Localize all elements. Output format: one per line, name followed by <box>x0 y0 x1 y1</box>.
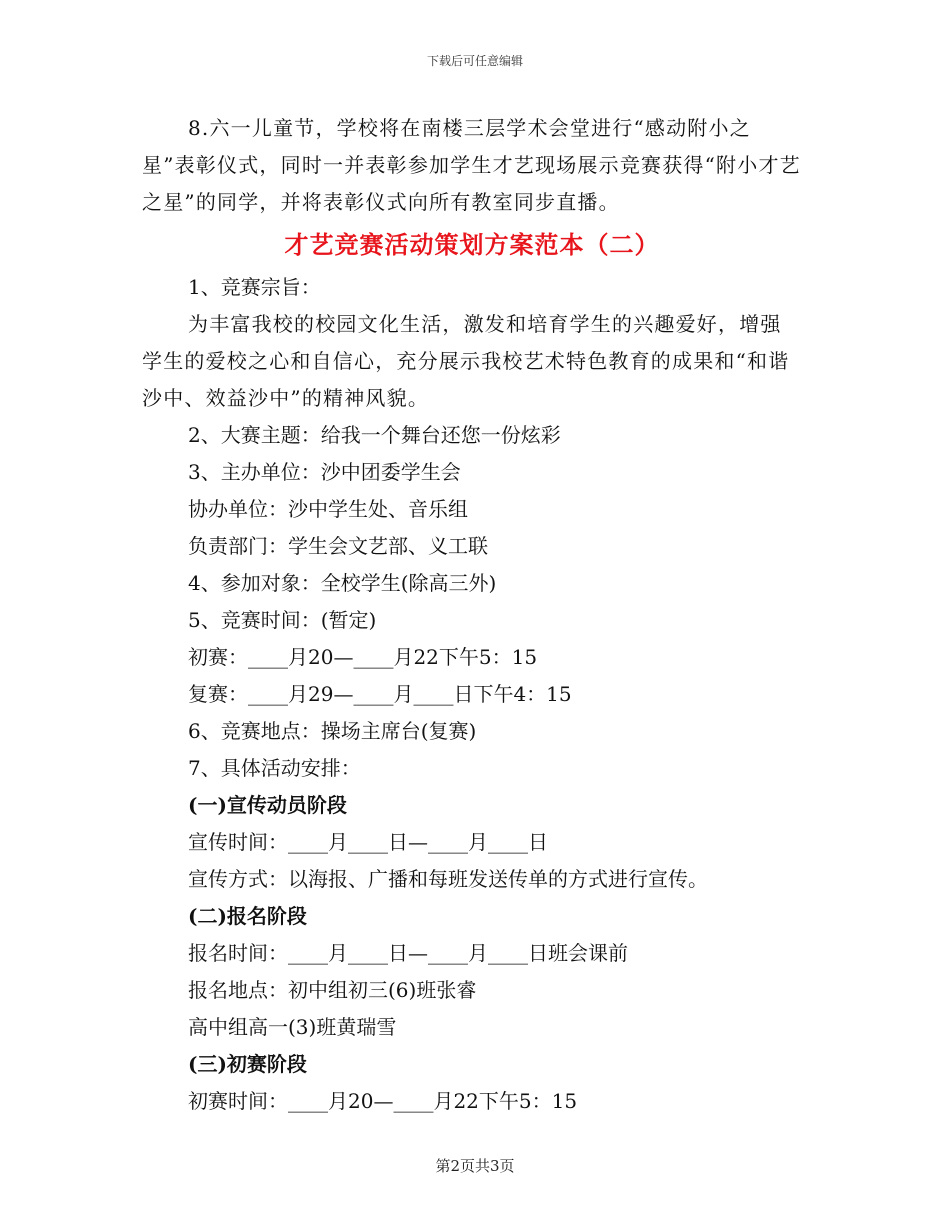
item-3-co-organizer: 协办单位：沙中学生处、音乐组 <box>188 497 468 521</box>
item-4: 4、参加对象：全校学生(除高三外) <box>188 571 497 595</box>
phase-2-time: 报名时间：____月____日—____月____日班会课前 <box>188 941 628 965</box>
item-5-prelim: 初赛：____月20—____月22下午5：15 <box>188 645 538 669</box>
phase-3-heading: (三)初赛阶段 <box>188 1052 307 1076</box>
page-header: 下载后可任意编辑 <box>426 54 523 68</box>
page-footer: 第2页共3页 <box>435 1157 515 1175</box>
phase-1-heading: (一)宣传动员阶段 <box>188 793 347 817</box>
section-title: 才艺竞赛活动策划方案范本（二） <box>284 230 660 259</box>
document-body <box>142 110 802 1120</box>
paragraph-8: 8.六一儿童节，学校将在南楼三层学术会堂进行“感动附小之星”表彰仪式，同时一并表彰参加学生才艺现场展示竞赛获得“附小才艺之星”的同学，并将表彰仪式向所有教室同步直播。 <box>142 116 801 214</box>
item-5-rematch: 复赛：____月29—____月____日下午4：15 <box>188 682 572 706</box>
item-3: 3、主办单位：沙中团委学生会 <box>188 460 461 484</box>
item-1-body: 为丰富我校的校园文化生活，激发和培育学生的兴趣爱好，增强学生的爱校之心和自信心，充分展示我校艺术特色教育的成果和“和谐沙中、效益沙中”的精神风貌。 <box>142 312 790 410</box>
item-5: 5、竞赛时间：(暂定) <box>188 608 377 632</box>
phase-1-method: 宣传方式：以海报、广播和每班发送传单的方式进行宣传。 <box>188 867 708 891</box>
phase-2-high-school: 高中组高一(3)班黄瑞雪 <box>188 1015 397 1039</box>
item-1-heading: 1、竞赛宗旨： <box>188 275 321 299</box>
phase-1-time: 宣传时间：____月____日—____月____日 <box>188 830 548 854</box>
phase-3-time: 初赛时间：____月20—____月22下午5：15 <box>188 1089 578 1113</box>
phase-2-place: 报名地点：初中组初三(6)班张睿 <box>188 978 477 1002</box>
item-6: 6、竞赛地点：操场主席台(复赛) <box>188 719 477 743</box>
item-2: 2、大赛主题：给我一个舞台还您一份炫彩 <box>188 423 561 447</box>
item-7: 7、具体活动安排： <box>188 756 361 780</box>
item-3-department: 负责部门：学生会文艺部、义工联 <box>188 534 488 558</box>
phase-2-heading: (二)报名阶段 <box>188 904 307 928</box>
